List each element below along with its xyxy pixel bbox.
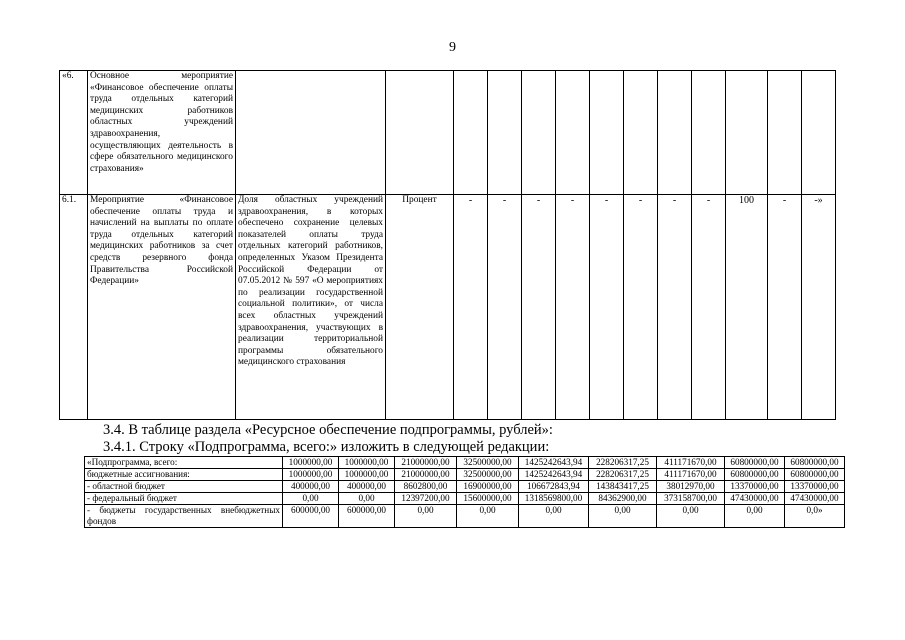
value-cell: 38012970,00 — [657, 481, 725, 493]
value-cell: - — [658, 195, 692, 420]
value-cell: 8602800,00 — [395, 481, 457, 493]
table-row — [85, 481, 845, 493]
empty-cell — [386, 71, 454, 195]
table-row — [85, 469, 845, 481]
value-cell: 228206317,25 — [589, 469, 657, 481]
value-cell: 228206317,25 — [589, 457, 657, 469]
value-cell: - — [590, 195, 624, 420]
row-number: 6.1. — [60, 195, 88, 420]
row-label: «Подпрограмма, всего: — [85, 457, 283, 469]
measures-table — [59, 70, 836, 420]
value-cell: 21000000,00 — [395, 469, 457, 481]
value-cell: 600000,00 — [283, 505, 339, 528]
value-cell: 411171670,00 — [657, 457, 725, 469]
page-number: 9 — [449, 40, 456, 55]
value-cell: 1000000,00 — [339, 469, 395, 481]
measure-name: Мероприятие «Финансовое обеспечение оплаты труда и начислений на выплаты по оплате труда отдельных категорий медицинских работников за счет средств резервного фонда Правительства Российской Федерации» — [88, 195, 236, 420]
value-cell: 60800000,00 — [785, 457, 845, 469]
value-cell: - — [692, 195, 726, 420]
value-cell: - — [556, 195, 590, 420]
row-label: - федеральный бюджет — [85, 493, 283, 505]
value-cell: 60800000,00 — [725, 469, 785, 481]
indicator-name: Доля областных учреждений здравоохранения, в которых обеспечено сохранение целевых показателей оплаты труда отдельных категорий работников, определенных Указом Президента Российской Федерации от 07.05.2012 № 597 «О мероприятиях по реализации государственной социальной политики», от числа всех областных учреждений здравоохранения, участвующих в реализации территориальной программы обязательного медицинского страхования — [236, 195, 386, 420]
table-row — [60, 71, 836, 195]
value-cell: 100 — [726, 195, 768, 420]
value-cell: 1425242643,94 — [519, 457, 589, 469]
value-cell: 143843417,25 — [589, 481, 657, 493]
value-cell: 411171670,00 — [657, 469, 725, 481]
value-cell: - — [624, 195, 658, 420]
value-cell: 47430000,00 — [785, 493, 845, 505]
table-row — [85, 505, 845, 528]
paragraph-3-4: 3.4. В таблице раздела «Ресурсное обеспечение подпрограммы, рублей»: — [103, 422, 553, 438]
value-cell: 0,00 — [339, 493, 395, 505]
unit-cell: Процент — [386, 195, 454, 420]
value-cell: 0,00 — [725, 505, 785, 528]
value-cell: 47430000,00 — [725, 493, 785, 505]
table-row — [85, 493, 845, 505]
value-cell: 60800000,00 — [725, 457, 785, 469]
value-cell: 1318569800,00 — [519, 493, 589, 505]
value-cell: 0,00 — [657, 505, 725, 528]
value-cell: -» — [802, 195, 836, 420]
value-cell: 600000,00 — [339, 505, 395, 528]
value-cell: 15600000,00 — [457, 493, 519, 505]
value-cell: 1425242643,94 — [519, 469, 589, 481]
value-cell: 0,0» — [785, 505, 845, 528]
row-label: - бюджеты государственных внебюджетных фондов — [85, 505, 283, 528]
value-cell: 84362900,00 — [589, 493, 657, 505]
value-cell: 13370000,00 — [785, 481, 845, 493]
value-cell: 13370000,00 — [725, 481, 785, 493]
value-cell: 12397200,00 — [395, 493, 457, 505]
value-cell: 32500000,00 — [457, 457, 519, 469]
value-cell: - — [454, 195, 488, 420]
value-cell: 0,00 — [589, 505, 657, 528]
value-cell: 0,00 — [519, 505, 589, 528]
table-row — [60, 195, 836, 420]
value-cell: 0,00 — [395, 505, 457, 528]
value-cell: 0,00 — [283, 493, 339, 505]
row-label: - областной бюджет — [85, 481, 283, 493]
row-number: «6. — [60, 71, 88, 195]
value-cell: - — [768, 195, 802, 420]
value-cell: 106672843,94 — [519, 481, 589, 493]
value-cell: 32500000,00 — [457, 469, 519, 481]
value-cell: 16900000,00 — [457, 481, 519, 493]
value-cell: 0,00 — [457, 505, 519, 528]
value-cell: - — [488, 195, 522, 420]
value-cell: 400000,00 — [283, 481, 339, 493]
value-cell: 1000000,00 — [283, 457, 339, 469]
value-cell: 1000000,00 — [283, 469, 339, 481]
row-label: бюджетные ассигнования: — [85, 469, 283, 481]
value-cell: 400000,00 — [339, 481, 395, 493]
value-cell: 1000000,00 — [339, 457, 395, 469]
resources-table — [84, 456, 845, 528]
value-cell: - — [522, 195, 556, 420]
paragraph-3-4-1: 3.4.1. Строку «Подпрограмма, всего:» изложить в следующей редакции: — [103, 439, 550, 455]
measure-name: Основное мероприятие «Финансовое обеспечение оплаты труда отдельных категорий медицинских работников областных учреждений здравоохранения, осуществляющих деятельность в сфере обязательного медицинского страхования» — [88, 71, 236, 195]
table-row — [85, 457, 845, 469]
value-cell: 373158700,00 — [657, 493, 725, 505]
empty-cell — [236, 71, 386, 195]
value-cell: 21000000,00 — [395, 457, 457, 469]
value-cell: 60800000,00 — [785, 469, 845, 481]
